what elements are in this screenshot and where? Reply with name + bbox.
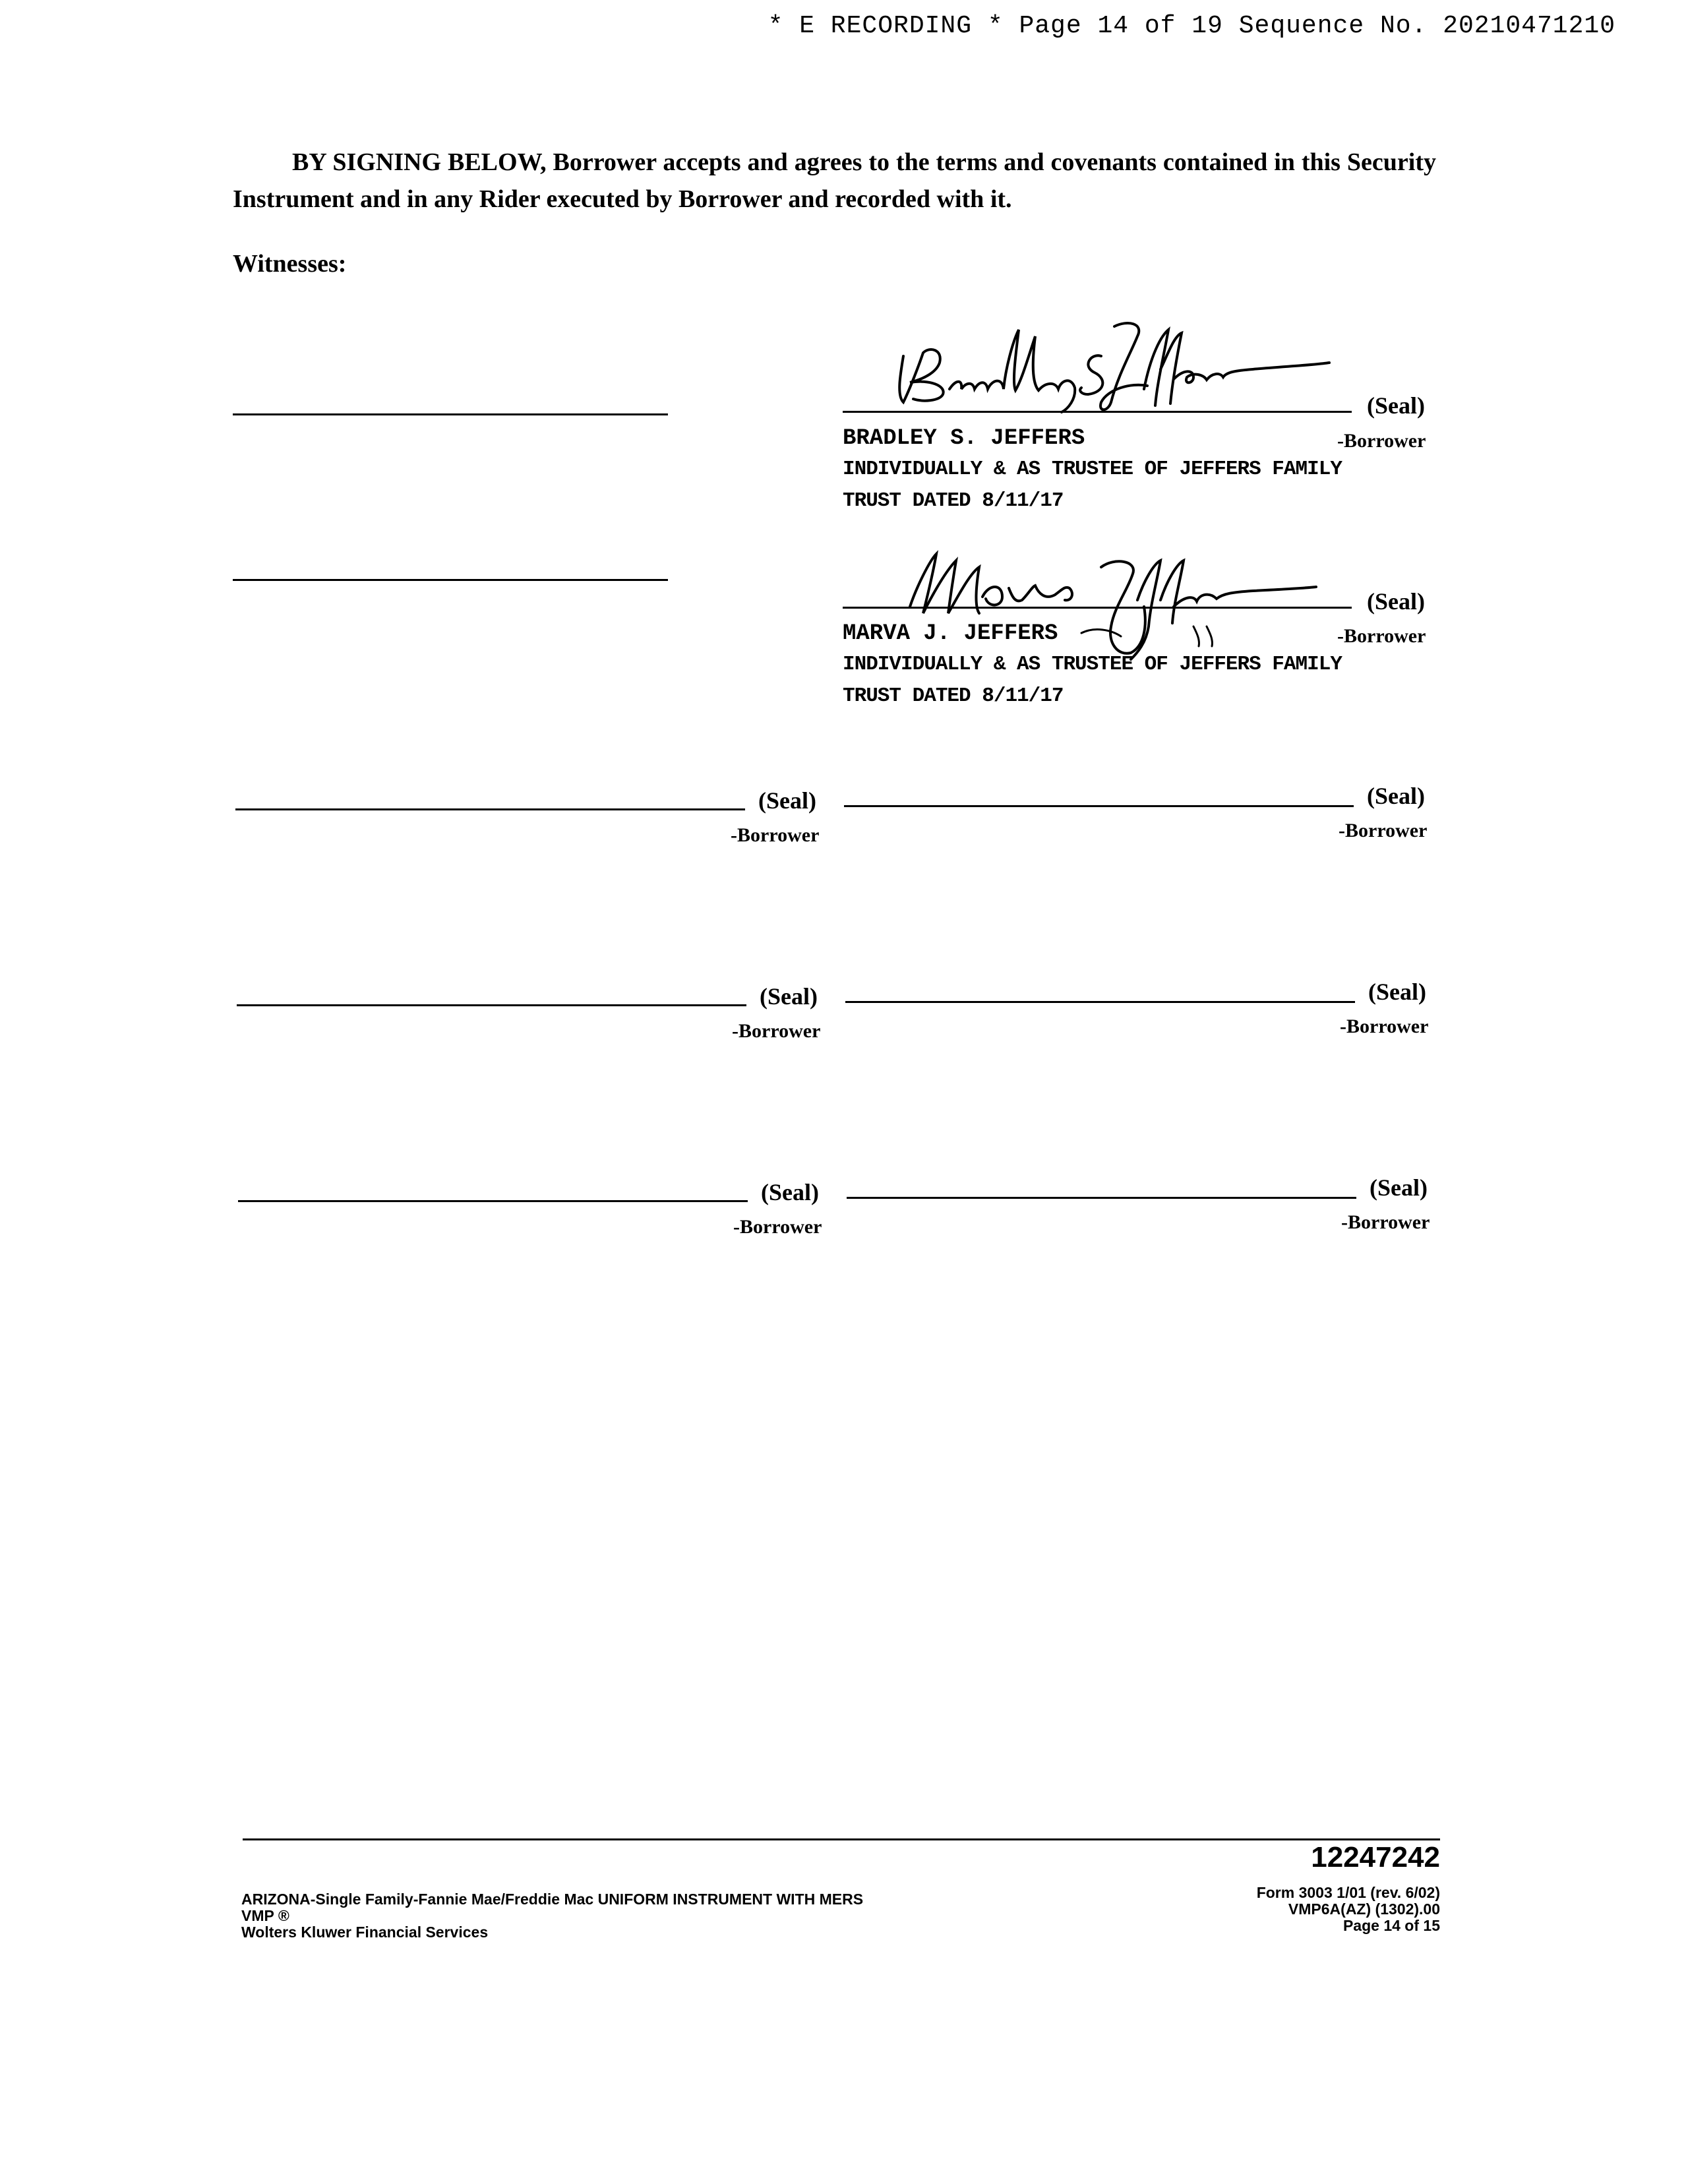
footer-page-number: Page 14 of 15 [1342, 1917, 1440, 1934]
seal-label: (Seal) [1368, 979, 1426, 1005]
borrower-label-bradley: -Borrower [1337, 430, 1426, 452]
agreement-text: Borrower accepts and agrees to the terms and covenants contained in this Security Instrument and in any Rider executed by Borrower and recorded with it. [233, 148, 1436, 213]
seal-label: (Seal) [1367, 783, 1425, 809]
seal-label: (Seal) [761, 1179, 819, 1205]
witness-line-2 [233, 579, 668, 581]
seal-label: (Seal) [758, 787, 816, 814]
signer-description-marva-line2: TRUST DATED 8/11/17 [843, 684, 1064, 708]
footer-publisher: Wolters Kluwer Financial Services [241, 1924, 489, 1941]
borrower-label: -Borrower [732, 1020, 821, 1042]
seal-label-marva: (Seal) [1367, 588, 1425, 615]
blank-signature-line [238, 1200, 748, 1202]
footer-form-title: ARIZONA-Single Family-Fannie Mae/Freddie Mac UNIFORM INSTRUMENT WITH MERS [241, 1891, 864, 1908]
signer-name-marva: MARVA J. JEFFERS [843, 621, 1058, 646]
signature-bradley [884, 317, 1332, 419]
seal-label: (Seal) [1370, 1174, 1428, 1201]
blank-signature-line [845, 1001, 1355, 1003]
signature-line-bradley [843, 411, 1352, 413]
borrower-label: -Borrower [733, 1216, 822, 1238]
signer-description-bradley-line2: TRUST DATED 8/11/17 [843, 489, 1064, 512]
witness-line-1 [233, 413, 668, 415]
agreement-paragraph [233, 144, 1436, 218]
borrower-label: -Borrower [1341, 1211, 1430, 1233]
signer-name-bradley: BRADLEY S. JEFFERS [843, 426, 1085, 451]
footer-form-info [1257, 1885, 1440, 1934]
signer-description-marva-line1: INDIVIDUALLY & AS TRUSTEE OF JEFFERS FAMILY [843, 653, 1342, 676]
footer-form-code: VMP6A(AZ) (1302).00 [1288, 1900, 1440, 1918]
footer-form-number: Form 3003 1/01 (rev. 6/02) [1256, 1884, 1440, 1901]
borrower-label: -Borrower [731, 824, 820, 846]
agreement-lead: BY SIGNING BELOW, [292, 148, 547, 176]
footer-rule [243, 1838, 1440, 1840]
signature-line-marva [843, 607, 1352, 609]
witnesses-label: Witnesses: [233, 250, 347, 278]
signer-description-bradley-line1: INDIVIDUALLY & AS TRUSTEE OF JEFFERS FAMILY [843, 458, 1342, 481]
blank-signature-line [235, 808, 745, 810]
seal-label-bradley: (Seal) [1367, 392, 1425, 419]
borrower-label: -Borrower [1339, 820, 1428, 841]
loan-number: 12247242 [1311, 1841, 1440, 1873]
blank-signature-line [844, 805, 1354, 807]
footer-vmp: VMP ® [241, 1907, 289, 1924]
footer-form-description [241, 1891, 863, 1941]
borrower-label: -Borrower [1340, 1016, 1429, 1037]
recording-header: * E RECORDING * Page 14 of 19 Sequence No. 20210471210 [768, 12, 1615, 40]
blank-signature-line [847, 1197, 1356, 1199]
seal-label: (Seal) [760, 983, 818, 1010]
borrower-label-marva: -Borrower [1337, 625, 1426, 647]
blank-signature-line [237, 1004, 746, 1006]
